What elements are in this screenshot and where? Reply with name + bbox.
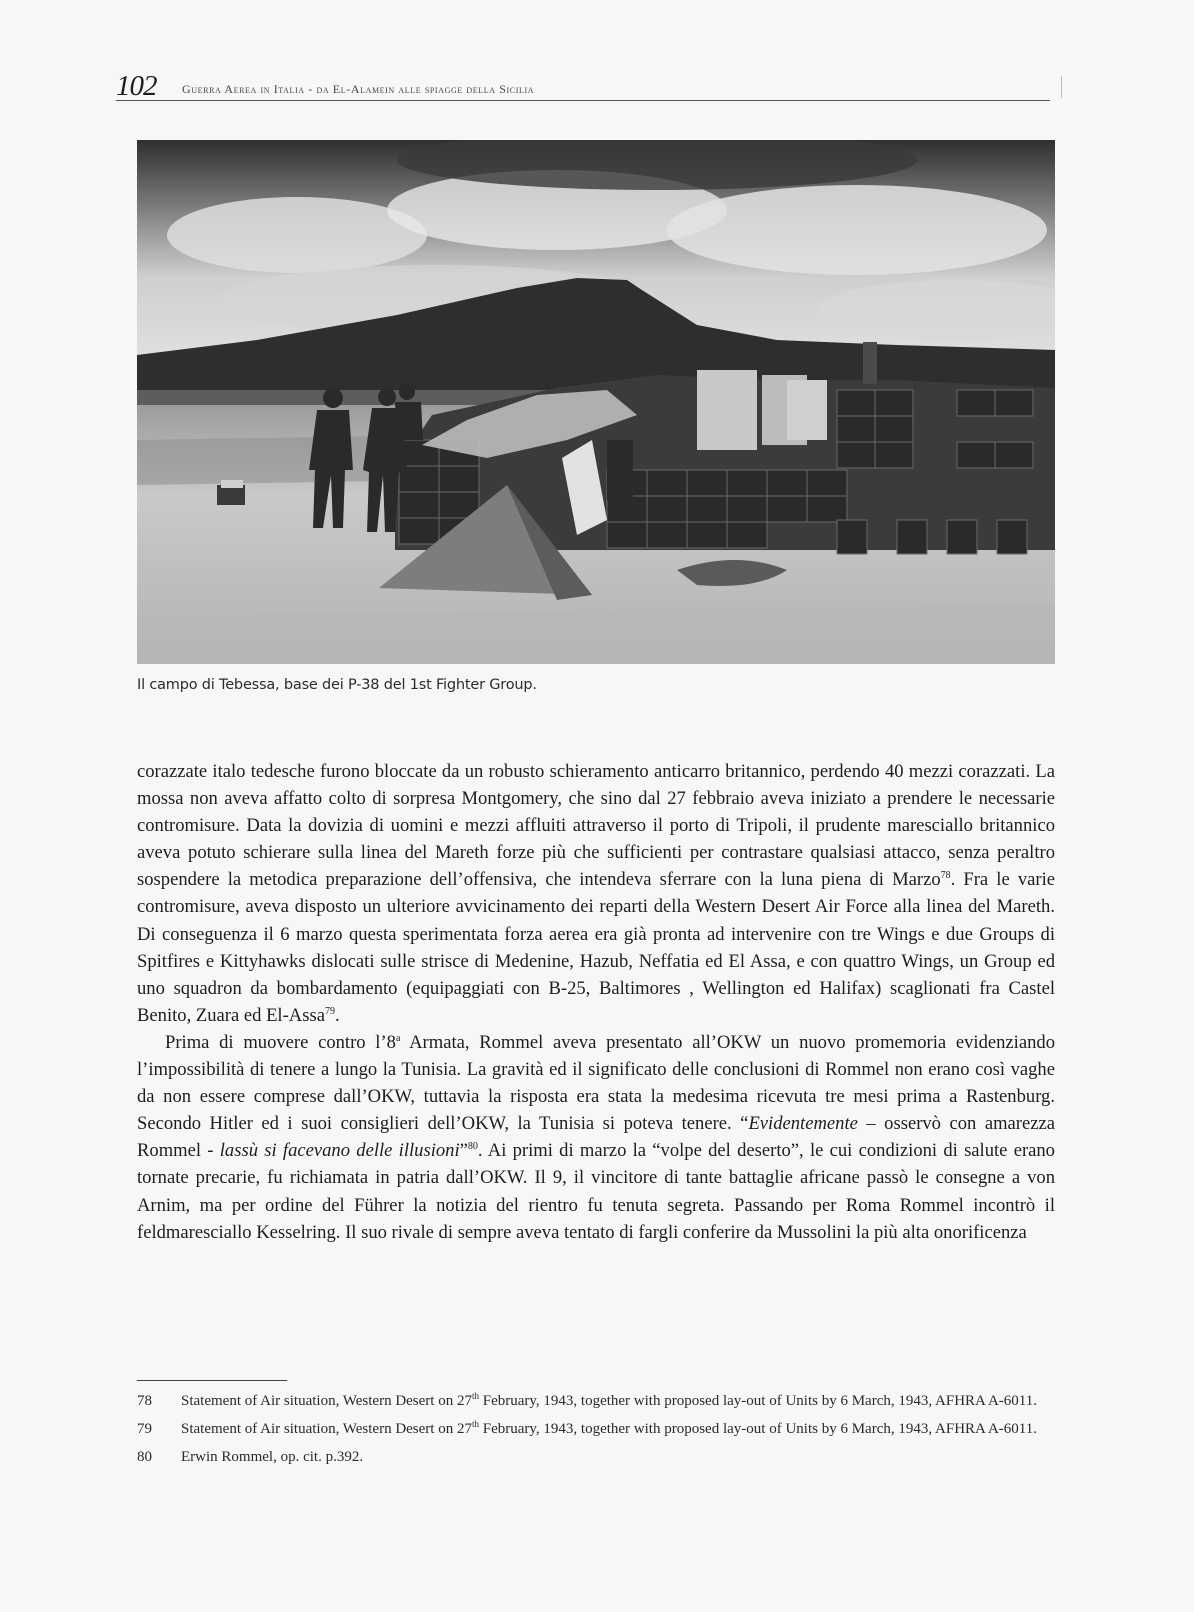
footnotes [137, 1390, 1055, 1474]
p2-text-d: ” [459, 1140, 468, 1162]
header-divider [1061, 76, 1062, 98]
footnote-text-pre: Erwin Rommel, op. cit. p.392. [181, 1449, 364, 1465]
footnote-80 [137, 1446, 1055, 1468]
p1-text-c: . [334, 1004, 340, 1026]
footnote-ref-79: 79 [324, 1005, 335, 1017]
footnote-number: 80 [137, 1449, 152, 1465]
main-text [137, 758, 1055, 1246]
footnote-text [181, 1390, 1055, 1412]
p1-text-b: . Fra le varie contromisure, aveva disposto un ulteriore avvicinamento dei reparti della Western Desert Air Force alla linea del Mareth. Di conseguenza il 6 marzo questa sperimentata forza aerea era già pronta ad intervenire con tre Wings e due Groups di Spitfires e Kittyhawks dislocati sulle strisce di Medenine, Hazub, Neffatia ed El Assa, e con quattro Wings, un Group ed uno squadron da bombardamento (equipaggiati con B-25, Baltimores , Wellington ed Halifax) scaglionati fra Castel Benito, Zuara ed El-Assa [137, 869, 1055, 1026]
footnote-text [181, 1446, 1055, 1468]
footnote-text-post: February, 1943, together with proposed lay-out of Units by 6 March, 1943, AFHRA A-6011. [478, 1421, 1037, 1437]
footnote-text [181, 1418, 1055, 1440]
footnote-79 [137, 1418, 1055, 1440]
footnote-superscript: th [471, 1419, 479, 1429]
campsite-photo [137, 140, 1055, 664]
footnote-ref-80: 80 [467, 1141, 478, 1153]
footnote-divider [137, 1380, 287, 1381]
footnote-text-pre: Statement of Air situation, Western Desert on 27 [181, 1393, 472, 1409]
p2-text-b: Armata, Rommel aveva presentato all’OKW un nuovo promemoria evidenziando l’impossibilità di tenere a lungo la Tunisia. La gravità ed il significato delle conclusioni di Rommel non erano così vaghe da non essere comprese dall’OKW, tuttavia la risposta era stata la medesima ricevuta tre mesi prima a Rastenburg. Secondo Hitler ed i suoi consiglieri dell’OKW, la Tunisia si poteva tenere. “ [137, 1031, 1055, 1135]
p2-quote-italic-2: lassù si facevano delle illusioni [219, 1140, 460, 1162]
footnote-78 [137, 1390, 1055, 1412]
running-header [116, 72, 1050, 101]
footnote-number: 79 [137, 1421, 152, 1437]
running-title: Guerra Aerea in Italia - da El-Alamein alle spiagge della Sicilia [182, 82, 535, 96]
paragraph-1 [137, 758, 1055, 1029]
p2-text-a: Prima di muovere contro l’8 [165, 1031, 396, 1053]
p2-quote-italic-1: Evidentemente [748, 1113, 858, 1135]
p1-text-a: corazzate italo tedesche furono bloccate da un robusto schieramento anticarro britannico, perdendo 40 mezzi corazzati. La mossa non aveva affatto colto di sorpresa Montgomery, che sino dal 27 febbraio aveva iniziato a prendere le necessarie contromisure. Data la dovizia di uomini e mezzi affluiti attraverso il porto di Tripoli, il prudente maresciallo britannico aveva potuto schierare sulla linea del Mareth forze più che sufficienti per contrastare qualsiasi attacco, senza peraltro sospendere la metodica preparazione dell’offensiva, che intendeva sferrare con la luna piena di Marzo [137, 761, 1055, 891]
p2-text-e: . Ai primi di marzo la “volpe del deserto”, le cui condizioni di salute erano tornate precarie, fu richiamata in patria dall’OKW. Il 9, il vincitore di tante battaglie africane passò le consegne a von Arnim, ma per ordine del Führer la notizia del rientro fu tenuta segreta. Passando per Roma Rommel incontrò il feldmaresciallo Kesselring. Il suo rivale di sempre aveva tentato di fargli conferire da Mussolini la più alta onorificenza [137, 1140, 1055, 1243]
footnote-number: 78 [137, 1393, 152, 1409]
p2-text-c: – osservò con amarezza Rommel - [137, 1113, 1055, 1162]
footnote-text-pre: Statement of Air situation, Western Desert on 27 [181, 1421, 472, 1437]
footnote-superscript: th [471, 1391, 479, 1401]
figure-caption: Il campo di Tebessa, base dei P-38 del 1st Fighter Group. [137, 677, 537, 693]
footnote-ref-78: 78 [940, 870, 951, 882]
paragraph-2 [137, 1029, 1055, 1246]
footnote-text-post: February, 1943, together with proposed lay-out of Units by 6 March, 1943, AFHRA A-6011. [478, 1393, 1037, 1409]
ordinal-superscript: a [395, 1032, 401, 1044]
page-number: 102 [116, 70, 157, 102]
